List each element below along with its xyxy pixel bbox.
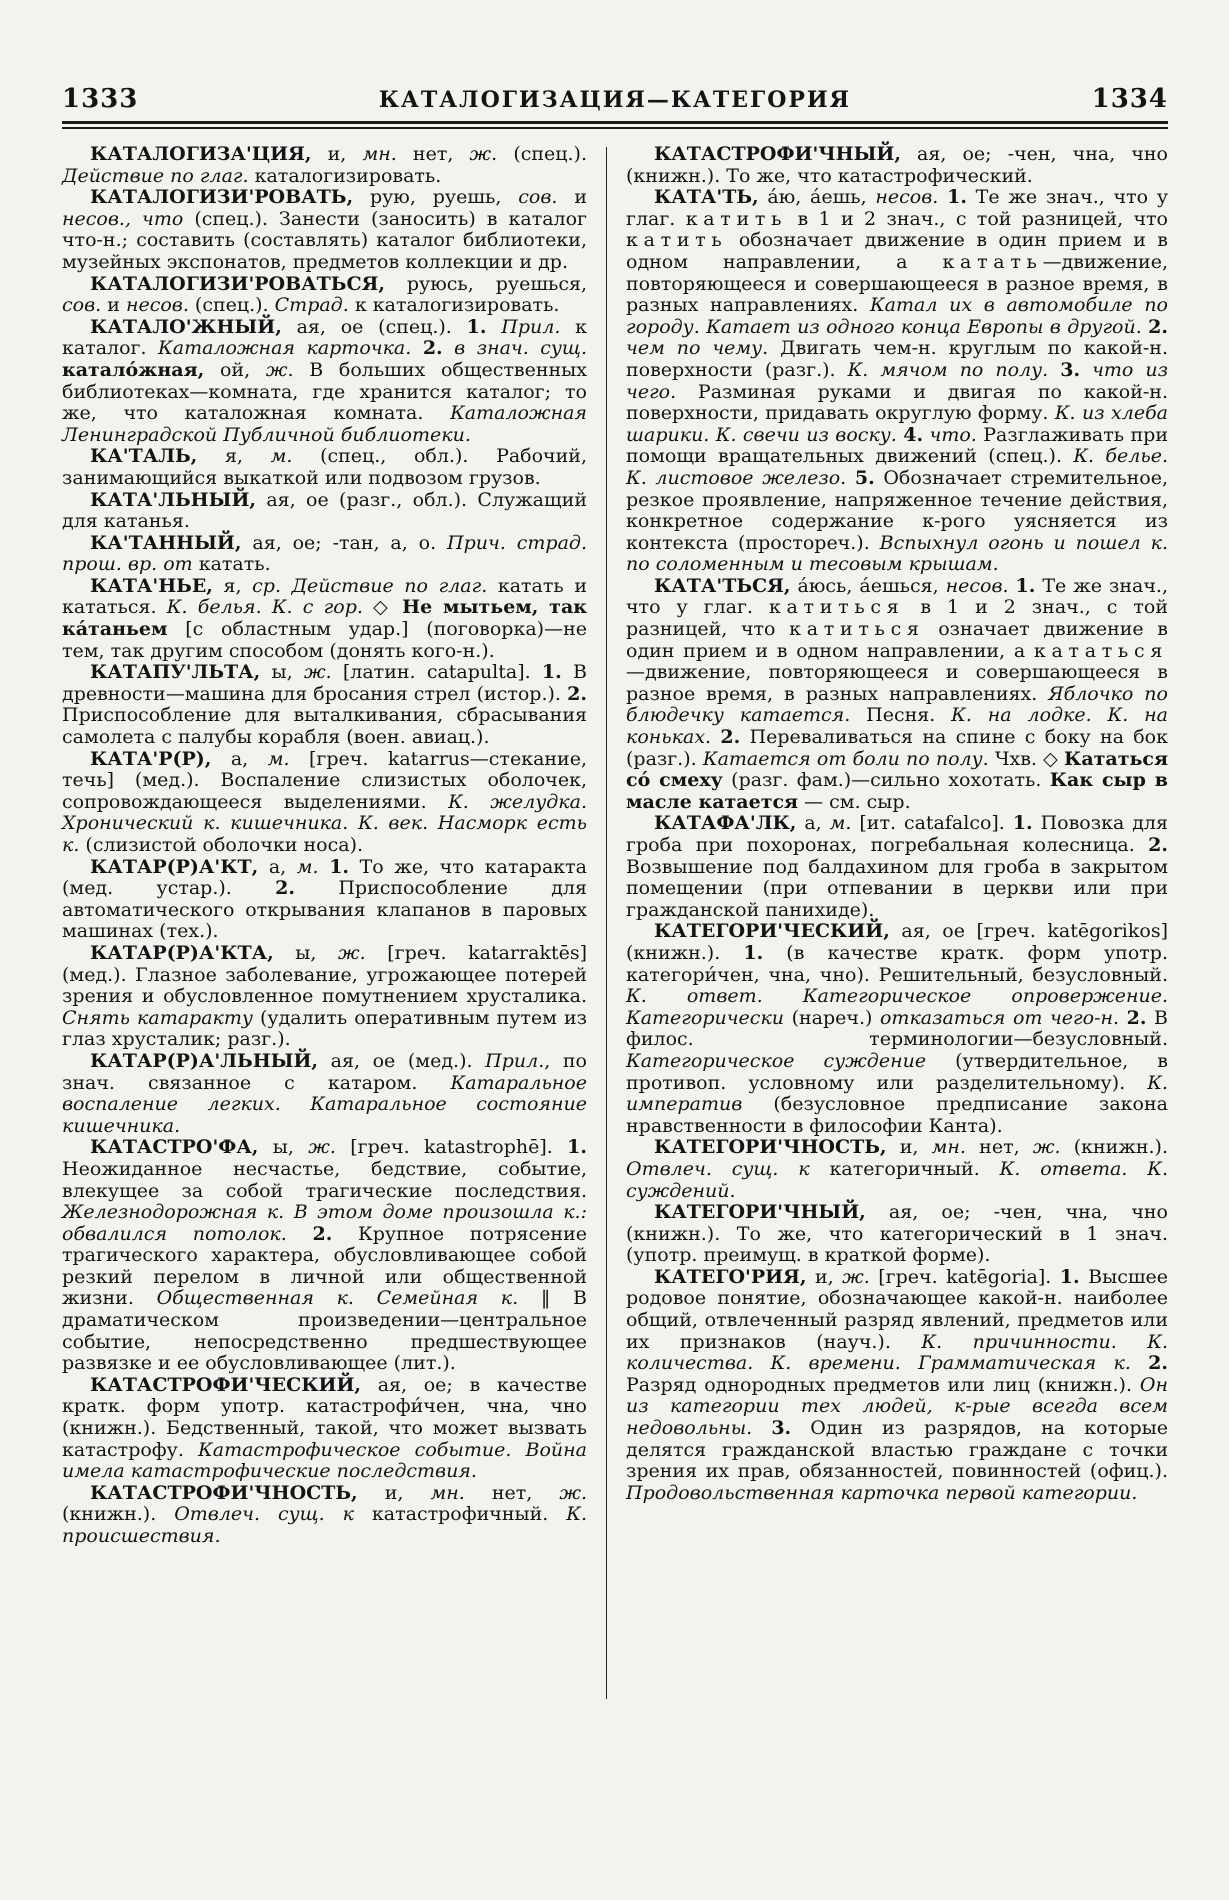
text-run: Неожиданное несчастье, бедствие, событие, влекущее за собой трагические последствия. [62,1157,587,1202]
text-run: 1. [743,941,764,964]
text-run [411,337,423,359]
text-run: к каталогизировать. [348,294,560,317]
text-run: несов. [875,186,939,209]
dictionary-entry [626,1202,1168,1267]
text-run: [с областным удар.] (поговорка)—не тем, так другим способом (донять кого-н.). [62,618,587,662]
text-run [319,856,330,878]
text-run: Прил. [501,315,561,338]
text-run: ая, ое; в качестве кратк. форм употр. катастрофи́чен, чна, чно (книжн.). Бедственный, такой, что может вызвать катастрофу. [62,1373,587,1461]
text-run: в 1 и 2 знач., с той разницей, что [626,596,1168,641]
text-run: КАТА'ЛЬНЫЙ, [90,488,257,511]
text-run: КАТАПУ'ЛЬТА, [90,661,261,684]
text-run: 1. [947,186,967,209]
text-run: ж. [842,1265,870,1288]
text-run: Прил. [485,1049,545,1072]
text-run: (слизистой оболочки носа). [79,834,364,856]
dictionary-entry [62,317,587,447]
text-run: 2. [1148,834,1168,856]
text-run: К. мячом по полу. [847,358,1049,381]
text-run: К. на лодке. К. на коньках. [626,704,1168,749]
text-run: ая, ое [греч. katēgorikos] (книжн.). [626,920,1168,964]
text-run: Снять катаракту [62,1006,253,1029]
dictionary-entry [62,943,587,1051]
text-run: КАТАР(Р)А'КТА, [90,941,274,964]
text-run: К. ответ. Категорическое опровержение. Категорически [626,985,1168,1029]
text-run: несов., что [62,207,184,230]
text-run: В филос. терминологии—безусловный. [626,1006,1168,1051]
text-run: а́юсь, а́ешься, [790,574,946,597]
text-run: Те же знач., что у глаг. [626,186,1168,230]
text-run: КАТАР(Р)А'КТ, [90,855,259,878]
text-run: означает движение в один прием и в одном направлении, а [626,618,1169,662]
text-run: КАТАФА'ЛК, [654,812,797,835]
text-run: сов. [62,294,102,317]
text-run: чем по чему. [626,337,769,360]
text-run: [греч. katarrus—стекание, течь] (мед.). Воспаление слизистых оболочек, сопровождающееся выделениями. [62,747,588,813]
text-run: Кататься со́ смеху [626,747,1168,792]
text-run: ая, ое; -тан, а, о. [241,531,448,554]
text-run: кататься [1033,639,1168,662]
text-run: и, [806,1265,843,1288]
text-run: ой, [204,358,266,381]
dictionary-entry [626,576,1168,814]
text-run: КАТАЛО'ЖНЫЙ, [90,315,282,338]
text-run: Чхв. ◇ [988,747,1065,770]
dictionary-entry [62,857,587,943]
text-run [846,467,855,489]
text-run: Прич. страд. прош. вр. от [62,531,587,576]
text-run: катать [942,250,1043,273]
text-run [752,1417,771,1439]
text-run: катить [685,207,788,230]
text-run: Один из разрядов, на которые делятся гражданской властью граждане с точки зрения их прав, обязанностей, повинностей (офиц.). [626,1417,1168,1483]
text-run: К. ответа. К. суждений. [626,1157,1168,1202]
header-rule [62,121,1168,129]
text-run: Продовольственная карточка первой категории. [626,1481,1138,1504]
text-run: ая, ое; -чен, чна, чно (книжн.). То же, что категорический в 1 знач. (употр. преимущ. в краткой форме). [626,1201,1168,1267]
text-run: 5. [854,466,875,489]
text-run: ◇ [362,596,403,619]
text-run: в 1 и 2 знач., с той разницей, что [787,207,1168,230]
text-run: [греч. katarraktēs] (мед.). Глазное заболевание, угрожающее потерей зрения и обусловленное помутнением хрусталика. [62,941,587,1008]
text-run: Вспыхнул огонь и пошел к. по соломенным и тесовым крышам. [626,531,1168,576]
text-run: 2. [1148,1352,1168,1375]
text-run: Категорическое суждение [626,1049,927,1072]
text-run: Обозначает стремительное, резкое проявление, напряженное течение действия, конкретное содержание к-рого уясняется из контекста (простореч.). [626,466,1168,554]
text-run: и, [357,1481,431,1504]
text-run: (разг. фам.)—сильно хохотать. [722,769,1050,792]
text-run: (удалить оперативным путем из глаз хрусталик; разг.). [62,1006,587,1051]
text-run: ая, ое (мед.). [318,1049,486,1072]
text-run: нет, [464,1481,560,1504]
text-run [443,337,455,359]
text-run: и, [886,1136,932,1159]
text-run: 2. [567,682,587,705]
text-run: катать. [192,553,271,576]
text-run: Переваливаться на спине с боку на бок (разг.). [626,726,1168,770]
column-right [626,144,1168,1548]
text-run: обозначает движение в один прием и в одном направлении, а [626,229,1168,273]
text-run [1009,575,1016,597]
text-run: Каталожная карточка. [158,337,412,360]
text-run: , по знач. связанное с катаром. [62,1049,587,1094]
text-run: 4. [903,423,924,446]
text-run: а, [258,855,297,878]
text-run: Страд. [274,294,349,317]
text-run: Он из категории тех людей, к-рые всегда всем недовольны. [626,1373,1168,1440]
text-run: (в качестве кратк. форм употр. категори́чен, чна, чно). Решительный, безусловный. [626,941,1168,986]
text-run: 1. [466,315,487,338]
text-run: Действие по глаг. [62,164,249,187]
text-run: ая, ое; -чен, чна, чно (книжн.). То же, что катастрофический. [626,143,1168,187]
text-run [486,316,501,338]
text-run [281,575,292,597]
text-run: КАТАСТРОФИ'ЧНЫЙ, [654,143,901,165]
text-run: К. из хлеба шарики. К. свечи из воску. [626,402,1168,446]
text-run: (безусловное предписание закона нравственности в философии Канта). [626,1093,1168,1137]
text-run: Приспособление для автоматического открывания клапанов в паровых машинах (тех.). [62,877,587,943]
text-run: м. [829,812,852,835]
text-run: К. желудка. Хронический к. кишечника. К. век. Насморк есть к. [62,790,588,856]
text-run: (книжн.). [62,1503,175,1526]
text-run: Катаральное воспаление легких. Катаральное состояние кишечника. [62,1071,587,1137]
text-run: м. [267,747,290,770]
text-run: ж. [303,661,332,684]
text-run: — см. сыр. [798,790,911,813]
text-run: 1. [541,661,562,684]
text-run: что из чего. [626,358,1168,403]
text-run: Песня. [850,704,952,727]
dictionary-entry [62,144,587,187]
text-run: м. [296,855,319,878]
text-run: 2. [1126,1006,1147,1029]
text-run: [греч. katēgoria]. [869,1265,1060,1288]
text-run: КАТА'ТЬ, [654,186,759,209]
text-run: Катается от боли по полу. [702,747,989,770]
text-run: ж. [338,941,366,964]
text-run: 1. [329,855,350,878]
text-run: Высшее родовое понятие, обозначающее какой-н. наиболее общий, отвлеченный разряд явлений, предметов или их признаков (науч.). [626,1265,1168,1353]
text-run: Те же знач., что у глаг. [626,574,1168,619]
text-run [1131,1352,1148,1374]
text-run: К. белье. К. листовое железо. [626,445,1168,489]
text-run: КАТЕГОРИ'ЧЕСКИЙ, [654,920,890,943]
text-run: (спец., обл.). Рабочий, занимающийся выкаткой или подвозом грузов. [62,445,587,489]
text-run: Действие по глаг. [291,574,488,597]
text-run: ж. [265,358,294,381]
text-run [711,726,720,748]
dictionary-entry [62,576,587,662]
text-run: ср. [252,574,281,597]
dictionary-entry [626,813,1168,921]
text-run: ‖ В драматическом произведении—центральное событие, непосредственно предшествующее развязке и ее обусловливающее (лит.). [62,1287,587,1375]
text-run: КАТАСТРОФИ'ЧНОСТЬ, [90,1481,358,1504]
text-run: (книжн.). [1060,1136,1168,1159]
dictionary-entry [62,274,587,317]
dictionary-entry [62,1137,587,1375]
text-run: КАТЕГОРИ'ЧНЫЙ, [654,1201,866,1224]
text-run: отказаться от чего-н. [879,1006,1120,1029]
dictionary-entry [626,1267,1168,1505]
text-run: 2. [720,726,741,749]
dictionary-entry [626,921,1168,1137]
text-run: руюсь, руешься, [384,272,587,295]
text-run: [латин. catapulta]. [331,661,542,684]
text-run: Двигать чем-н. круглым по какой-н. поверхности (разг.). [626,337,1169,381]
text-run: КА'ТАЛЬ, [90,445,198,468]
text-run: я, [212,574,253,597]
text-run: м. [270,445,293,468]
text-run: Яблочко по блюдечку катается. [626,682,1168,727]
text-run: КАТА'НЬЕ, [90,574,213,597]
text-run: ж. [469,143,498,165]
text-run: В больших общественных библиотеках—комната, где хранится каталог; то же, что каталожная комната. [62,358,587,425]
text-run: Приспособление для выталкивания, сбрасывания самолета с палубы корабля (воен. авиац.). [62,704,587,749]
text-run: мн. [931,1136,966,1159]
dictionary-entry [626,1137,1168,1202]
text-run: каталогизировать. [248,164,442,187]
text-run: ж. [1032,1136,1061,1159]
text-run: ая, ое (спец.). [281,315,467,338]
column-left [62,144,587,1548]
text-run: 2. [275,877,296,900]
text-run [938,186,947,208]
text-run: ы, [258,1136,309,1159]
text-run: (спец.). [497,143,587,165]
text-run: 1. [1015,574,1036,597]
text-run: 1. [1059,1265,1080,1288]
text-run: Возвышение под балдахином для гроба в закрытом помещении (при отпевании в церкви или при гражданской панихиде). [626,855,1168,921]
text-run: 2. [1148,315,1168,338]
text-run: Общественная к. Семейная к. [156,1287,519,1310]
text-run: ж. [308,1136,336,1159]
text-columns [62,144,1168,1548]
text-run: (утвердительное, в противоп. условному или разделительному). [626,1049,1168,1094]
text-run: 3. [771,1417,792,1440]
text-run: Как сыр в масле катается [626,769,1168,813]
page-number-left: 1333 [62,84,139,114]
text-run: катиться [789,618,925,641]
text-run: (спец.). Занести (заносить) в каталог что-н.; составить (составлять) каталог библиотеки, музейных экспонатов, предметов коллекции и др. [62,207,587,273]
text-run: КАТА'Р(Р), [90,747,212,770]
text-run: Разминая руками и двигая по какой-н. поверхности, придавать округлую форму. [626,380,1168,425]
text-run [1119,1007,1127,1029]
dictionary-entry [62,749,587,857]
text-run: что. [929,423,977,446]
text-run: КАТАЛОГИЗИ'РОВАТЬСЯ, [90,272,385,295]
text-run: 1. [567,1136,587,1159]
page-content [62,84,1168,1548]
text-run: катиться [768,596,905,619]
text-run: ж. [559,1481,587,1504]
text-run: нет, [965,1136,1033,1159]
dictionary-entry [62,1051,587,1137]
text-run: Отвлеч. сущ. к [174,1503,354,1526]
text-run: мн. [362,143,397,165]
text-run: катать и кататься. [62,574,587,619]
text-run: и [557,186,587,209]
text-run: Отвлеч. сущ. к [626,1157,810,1180]
text-run: катастрофичный. [353,1503,567,1526]
text-run: К. императив [626,1071,1168,1116]
text-run: —движение, повторяющееся и совершающееся в разное время, в разных направлениях. [626,661,1168,705]
text-run: КАТАСТРО'ФА, [90,1136,259,1159]
text-run: Разглаживать при помощи вращательных движений (спец.). [626,423,1168,468]
page-title: КАТАЛОГИЗАЦИЯ—КАТЕГОРИЯ [378,87,852,113]
text-run: К. происшествия. [62,1503,587,1547]
text-run: к каталог. [62,315,588,360]
page-number-right: 1334 [1091,84,1168,114]
text-run: катало́жная, [62,358,205,381]
text-run [287,1223,313,1245]
text-run: несов. [945,574,1009,597]
dictionary-entry [626,144,1168,187]
dictionary-entry [62,490,587,533]
running-header [62,84,1168,114]
text-run: Повозка для гроба при похоронах, погребальная колесница. [626,812,1168,856]
text-run: (спец.). [188,294,275,317]
text-run [1080,359,1092,381]
text-run: Каталожная Ленинградской Публичной библиотеки. [62,402,587,446]
text-run: То же, что катаракта (мед. устар.). [62,855,587,900]
text-run: КАТЕГОРИ'ЧНОСТЬ, [654,1136,887,1159]
text-run: категоричный. [809,1157,1000,1180]
dictionary-entry [62,533,587,576]
text-run: 1. [1012,812,1033,835]
text-run: —движение, повторяющееся и совершающееся в разное время, в разных направлениях. [626,250,1168,317]
text-run: и [101,294,126,317]
text-run: Катастрофическое событие. Война имела катастрофические последствия. [62,1438,587,1483]
text-run: а, [796,812,830,835]
text-run: ы, [273,941,339,964]
text-run: и, [311,143,363,165]
text-run: К. белья. К. с гор. [166,596,363,619]
text-run: в знач. сущ. [454,337,587,360]
text-run: 2. [422,337,443,360]
text-run: В древности—машина для бросания стрел (истор.). [62,661,587,705]
text-run: я, [197,445,271,468]
text-run: 3. [1060,358,1081,381]
text-run: ы, [260,661,304,684]
text-run: рую, руешь, [353,186,519,209]
text-run: КАТА'ТЬСЯ, [654,574,791,597]
text-run: КАТЕГО'РИЯ, [654,1265,807,1288]
text-run: КАТАЛОГИЗИ'РОВАТЬ, [90,186,354,209]
text-run: Крупное потрясение трагического характера, обусловливающее собой резкий перелом в личной или общественной жизни. [62,1222,588,1310]
text-run: а́ю, а́ешь, [758,186,876,209]
text-run: а, [211,747,268,770]
dictionary-entry [62,187,587,273]
text-run: нет, [396,143,470,165]
text-run: Катал их в автомобиле по городу. Катает из одного конца Европы в другой. [626,294,1168,338]
text-run: КАТАР(Р)А'ЛЬНЫЙ, [90,1049,319,1072]
text-run: Железнодорожная к. В этом доме произошла к.: обвалился потолок. [62,1201,587,1245]
text-run: [ит. catafalco]. [851,812,1013,835]
text-run: КАТАЛОГИЗА'ЦИЯ, [90,143,312,165]
text-run: сов. [518,186,558,209]
text-run: мн. [430,1481,465,1504]
dictionary-entry [62,662,587,748]
text-run: КАТАСТРОФИ'ЧЕСКИЙ, [90,1373,362,1396]
dictionary-entry [62,1375,587,1483]
text-run: ая, ое (разг., обл.). Служащий для катанья. [62,488,587,533]
dictionary-entry [62,1483,587,1548]
text-run: Разряд однородных предметов или лиц (книжн.). [626,1373,1140,1396]
text-run: (нареч.) [784,1006,880,1029]
text-run: [греч. katastrophē]. [335,1136,568,1159]
dictionary-entry [626,187,1168,576]
text-run: катить [626,229,728,252]
text-run: К. причинности. К. количества. К. времени. Грамматическая к. [626,1330,1168,1375]
text-run [1048,359,1060,381]
text-run: 2. [312,1222,333,1245]
dictionary-entry [62,446,587,489]
column-divider [606,147,607,1699]
text-run: КА'ТАННЫЙ, [90,531,242,554]
text-run: Не мытьем, так ка́таньем [62,596,587,641]
text-run: несов. [125,294,189,317]
